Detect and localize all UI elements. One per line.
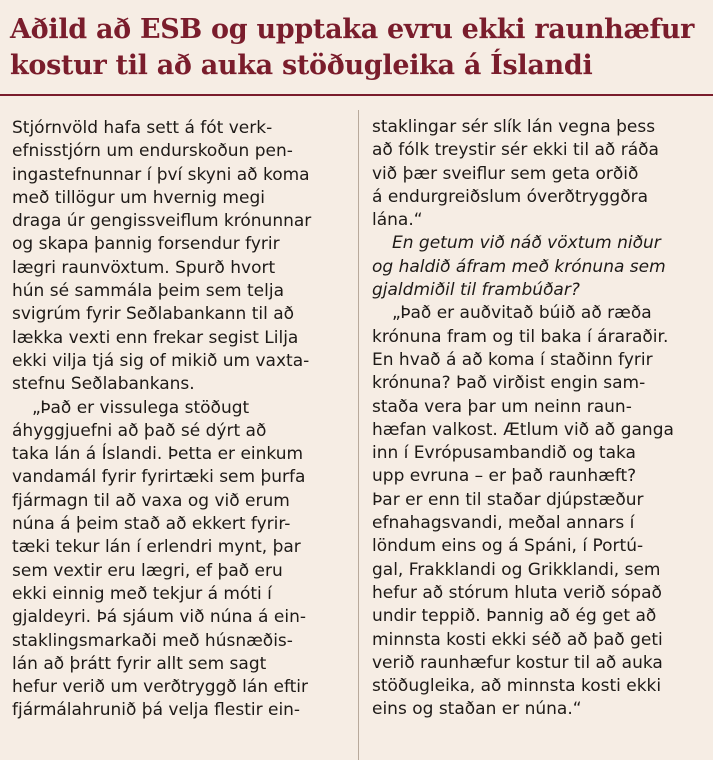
body-text-line: taka lán á Íslandi. Þetta er einkum xyxy=(12,444,304,465)
body-text-line: lána.“ xyxy=(372,210,423,231)
body-text-line: hún sé sammála þeim sem telja xyxy=(12,281,285,302)
body-text-line: fjármagn til að vaxa og við erum xyxy=(12,490,290,511)
body-text-line: krónuna? Það virðist engin sam- xyxy=(372,373,646,394)
body-text-line: að fólk treystir sér ekki til að ráða xyxy=(372,140,659,161)
body-text-line: og haldið áfram með krónuna sem xyxy=(372,256,666,277)
body-text-line: fjármálahrunið þá velja flestir ein- xyxy=(12,700,301,721)
body-text-line: ingastefnunnar í því skyni að koma xyxy=(12,164,310,185)
body-text-line: inn í Evrópusambandið og taka xyxy=(372,443,636,464)
body-text-line: löndum eins og á Spáni, í Portú- xyxy=(372,536,644,557)
body-text-line: með tillögur um hvernig megi xyxy=(12,187,265,208)
body-text-line: staklingsmarkaði með húsnæðis- xyxy=(12,630,293,651)
column-divider xyxy=(358,110,359,760)
body-text-line: á endurgreiðslum óverðtryggðra xyxy=(372,186,649,207)
body-text-line: lækka vexti enn frekar segist Lilja xyxy=(12,327,299,348)
body-text-line: lán að þrátt fyrir allt sem sagt xyxy=(12,653,267,674)
body-text-line: minnsta kosti ekki séð að það geti xyxy=(372,629,663,650)
body-text-line: áhyggjuefni að það sé dýrt að xyxy=(12,420,267,441)
body-text-line: Þar er enn til staðar djúpstæður xyxy=(372,489,644,510)
body-text-line: efnahagsvandi, meðal annars í xyxy=(372,513,635,534)
body-text-line: ekki vilja tjá sig of mikið um vaxta- xyxy=(12,350,310,371)
right-column xyxy=(372,116,710,760)
body-text-line: eins og staðan er núna.“ xyxy=(372,699,582,720)
body-text-line: „Það er vissulega stöðugt xyxy=(32,397,250,418)
body-text-line: draga úr gengissveiflum krónunnar xyxy=(12,211,312,232)
headline-line-1: Aðild að ESB og upptaka evru ekki raunhæfur xyxy=(10,14,695,45)
body-text-line: krónuna fram og til baka í áraraðir. xyxy=(372,326,669,347)
body-text-line: lægri raunvöxtum. Spurð hvort xyxy=(12,257,276,278)
body-text-line: gal, Frakklandi og Grikklandi, sem xyxy=(372,559,661,580)
body-text-line: undir teppið. Þannig að ég get að xyxy=(372,606,657,627)
body-text-line: efnisstjórn um endurskoðun pen- xyxy=(12,141,293,162)
body-text-line: hæfan valkost. Ætlum við að ganga xyxy=(372,419,674,440)
body-text-line: En hvað á að koma í staðinn fyrir xyxy=(372,349,653,370)
body-text-line: gjaldeyri. Þá sjáum við núna á ein- xyxy=(12,607,306,628)
body-text-line: upp evruna – er það raunhæft? xyxy=(372,466,637,487)
body-text-line: verið raunhæfur kostur til að auka xyxy=(372,652,663,673)
body-text-line: stöðugleika, að minnsta kosti ekki xyxy=(372,676,662,697)
body-text-line: ekki einnig með tekjur á móti í xyxy=(12,583,272,604)
body-text-line: stefnu Seðlabankans. xyxy=(12,374,195,395)
body-text-line: En getum við náð vöxtum niður xyxy=(392,233,661,254)
body-text-line: við þær sveiflur sem geta orðið xyxy=(372,163,639,184)
body-text-line: núna á þeim stað að ekkert fyrir- xyxy=(12,514,291,535)
body-text-line: „Það er auðvitað búið að ræða xyxy=(392,303,652,324)
body-text-line: staða vera þar um neinn raun- xyxy=(372,396,632,417)
body-text-line: sem vextir eru lægri, ef það eru xyxy=(12,560,283,581)
left-column xyxy=(12,117,356,760)
body-text-line: staklingar sér slík lán vegna þess xyxy=(372,117,656,137)
headline-line-2: kostur til að auka stöðugleika á Íslandi xyxy=(10,50,593,81)
body-text-line: hefur að stórum hluta verið sópað xyxy=(372,582,662,603)
body-text-line: vandamál fyrir fyrirtæki sem þurfa xyxy=(12,467,306,488)
article-headline xyxy=(0,0,713,96)
body-text-line: gjaldmiðil til frambúðar? xyxy=(372,280,580,301)
body-text-line: og skapa þannig forsendur fyrir xyxy=(12,234,280,255)
body-text-line: tæki tekur lán í erlendri mynt, þar xyxy=(12,537,301,558)
body-text-line: svigrúm fyrir Seðlabankann til að xyxy=(12,304,295,325)
body-text-line: hefur verið um verðtryggð lán eftir xyxy=(12,677,309,698)
body-text-line: Stjórnvöld hafa sett á fót verk- xyxy=(12,118,273,138)
